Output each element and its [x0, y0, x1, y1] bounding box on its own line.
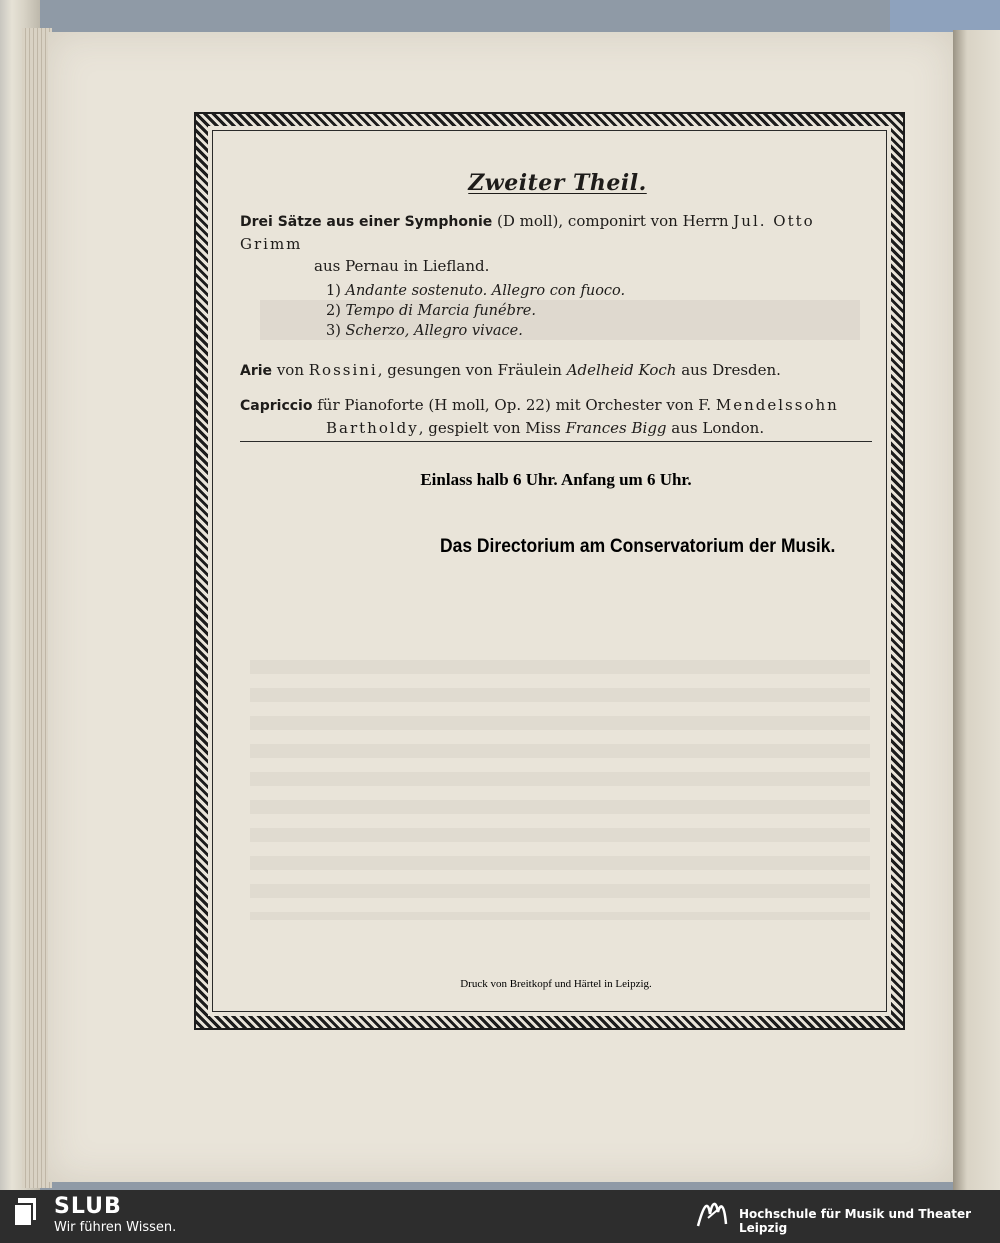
programme-entry-aria: Arie von Rossini, gesungen von Fräulein Adelheid Koch aus Dresden.	[240, 361, 781, 379]
movement-item: 1) Andante sostenuto. Allegro con fuoco.	[326, 283, 626, 299]
admission-times: Einlass halb 6 Uhr. Anfang um 6 Uhr.	[420, 470, 692, 489]
entry-performer: Frances Bigg	[565, 419, 667, 437]
library-name[interactable]: SLUB	[54, 1194, 122, 1219]
institution-name[interactable]: Hochschule für Musik und Theater Leipzig	[739, 1207, 972, 1235]
movement-item: 3) Scherzo, Allegro vivace.	[326, 323, 523, 339]
entry-composer: Jul. Otto Grimm	[240, 212, 815, 253]
hmt-logo-icon[interactable]	[694, 1196, 730, 1232]
right-page-edge	[953, 30, 1000, 1190]
entry-performer: Adelheid Koch	[566, 361, 677, 379]
entry-continuation: Bartholdy, gespielt von Miss Frances Bigg aus London.	[326, 419, 765, 437]
entry-composer: Rossini	[308, 361, 378, 379]
printer-imprint: Druck von Breitkopf und Härtel in Leipzig.	[460, 978, 652, 990]
entry-composer: Mendelssohn	[715, 396, 839, 414]
slub-logo-icon[interactable]	[14, 1196, 40, 1228]
entry-lead: Arie	[240, 363, 273, 379]
viewer-footer	[0, 1190, 1000, 1243]
entry-continuation: aus Pernau in Liefland.	[314, 257, 490, 275]
entry-text: (D moll), componirt von Herrn	[492, 212, 734, 230]
library-tagline: Wir führen Wissen.	[54, 1220, 177, 1235]
section-heading: Zweiter Theil.	[468, 170, 647, 196]
programme-entry-capriccio: Capriccio für Pianoforte (H moll, Op. 22) mit Orchester von F. Mendelssohn	[240, 396, 839, 414]
horizontal-rule	[240, 441, 872, 442]
signature-line: Das Directorium am Conservatorium der Musik.	[440, 536, 836, 557]
programme-entry-symphony	[240, 210, 875, 255]
movement-item: 2) Tempo di Marcia funébre.	[326, 303, 536, 319]
entry-lead: Drei Sätze aus einer Symphonie	[240, 214, 493, 230]
entry-lead: Capriccio	[240, 398, 313, 414]
movement-list	[326, 281, 875, 341]
programme-content	[240, 170, 875, 439]
